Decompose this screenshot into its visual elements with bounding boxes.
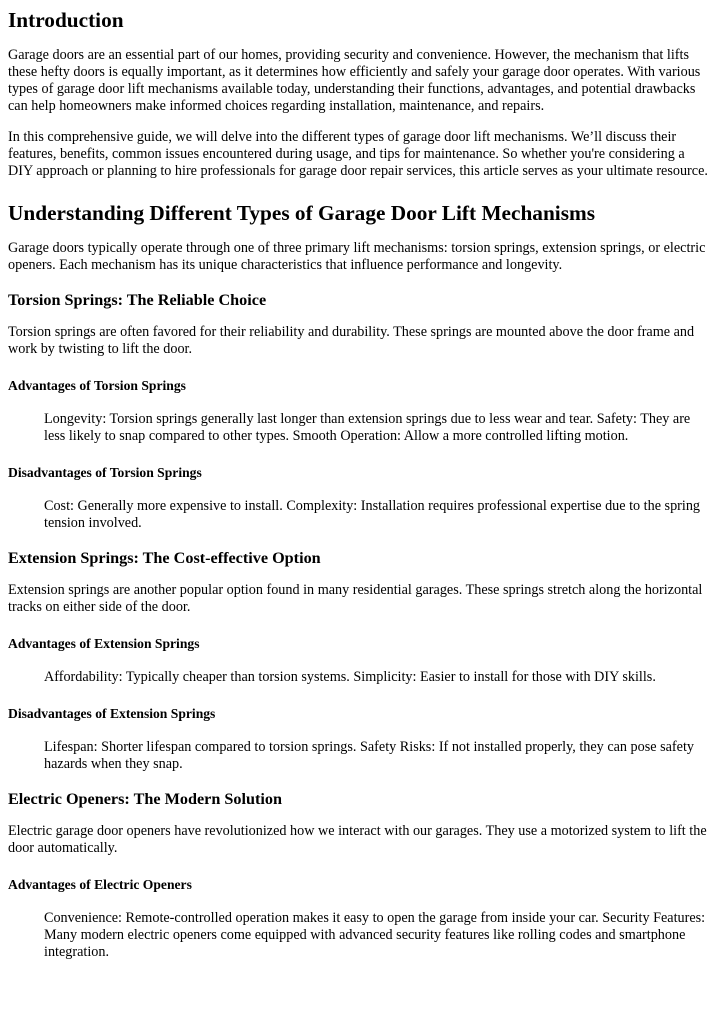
- introduction-heading: Introduction: [8, 8, 124, 32]
- electric-heading: Electric Openers: The Modern Solution: [8, 790, 282, 808]
- torsion-advantages-heading: Advantages of Torsion Springs: [8, 378, 186, 393]
- electric-paragraph: Electric garage door openers have revolutionized how we interact with our garages. They use a motorized system to lift the door automatically.: [8, 823, 707, 856]
- torsion-disadvantages-heading: Disadvantages of Torsion Springs: [8, 465, 202, 480]
- torsion-paragraph: Torsion springs are often favored for their reliability and durability. These springs are mounted above the door frame and work by twisting to lift the door.: [8, 324, 695, 357]
- article: [0, 7, 720, 961]
- intro-paragraph-2: In this comprehensive guide, we will delve into the different types of garage door lift mechanisms. We’ll discuss their features, benefits, common issues encountered during usage, and tips for maintenance. So whether you're considering a DIY approach or planning to hire professionals for garage door repair services, this article serves as your ultimate resource.: [8, 129, 708, 179]
- torsion-disadvantages-text: Cost: Generally more expensive to install. Complexity: Installation requires professional expertise due to the spring tension involved.: [44, 498, 701, 531]
- extension-advantages-heading: Advantages of Extension Springs: [8, 636, 200, 651]
- extension-disadvantages-text: Lifespan: Shorter lifespan compared to torsion springs. Safety Risks: If not installed properly, they can pose safety hazards when they snap.: [44, 739, 694, 772]
- extension-disadvantages-heading: Disadvantages of Extension Springs: [8, 706, 216, 721]
- types-paragraph: Garage doors typically operate through one of three primary lift mechanisms: torsion springs, extension springs, or electric openers. Each mechanism has its unique characteristics that influence performance and longevity.: [8, 240, 706, 273]
- torsion-advantages-text: Longevity: Torsion springs generally last longer than extension springs due to less wear and tear. Safety: They are less likely to snap compared to other types. Smooth Operation: Allow a more controlled lifting motion.: [44, 411, 691, 444]
- electric-advantages-heading: Advantages of Electric Openers: [8, 877, 192, 892]
- torsion-heading: Torsion Springs: The Reliable Choice: [8, 291, 267, 309]
- extension-paragraph: Extension springs are another popular option found in many residential garages. These springs stretch along the horizontal tracks on either side of the door.: [8, 582, 703, 615]
- extension-advantages-text: Affordability: Typically cheaper than torsion systems. Simplicity: Easier to install for those with DIY skills.: [44, 669, 656, 685]
- intro-paragraph-1: Garage doors are an essential part of our homes, providing security and convenience. However, the mechanism that lifts these hefty doors is equally important, as it determines how efficiently and safely your garage door operates. With various types of garage door lift mechanisms available today, understanding their functions, advantages, and potential drawbacks can help homeowners make informed choices regarding installation, maintenance, and repairs.: [8, 47, 701, 114]
- electric-advantages-text: Convenience: Remote-controlled operation makes it easy to open the garage from inside your car. Security Features: Many modern electric openers come equipped with advanced security features like rolling codes and smartphone integration.: [44, 910, 706, 960]
- extension-heading: Extension Springs: The Cost-effective Option: [8, 549, 321, 567]
- types-heading: Understanding Different Types of Garage Door Lift Mechanisms: [8, 201, 596, 225]
